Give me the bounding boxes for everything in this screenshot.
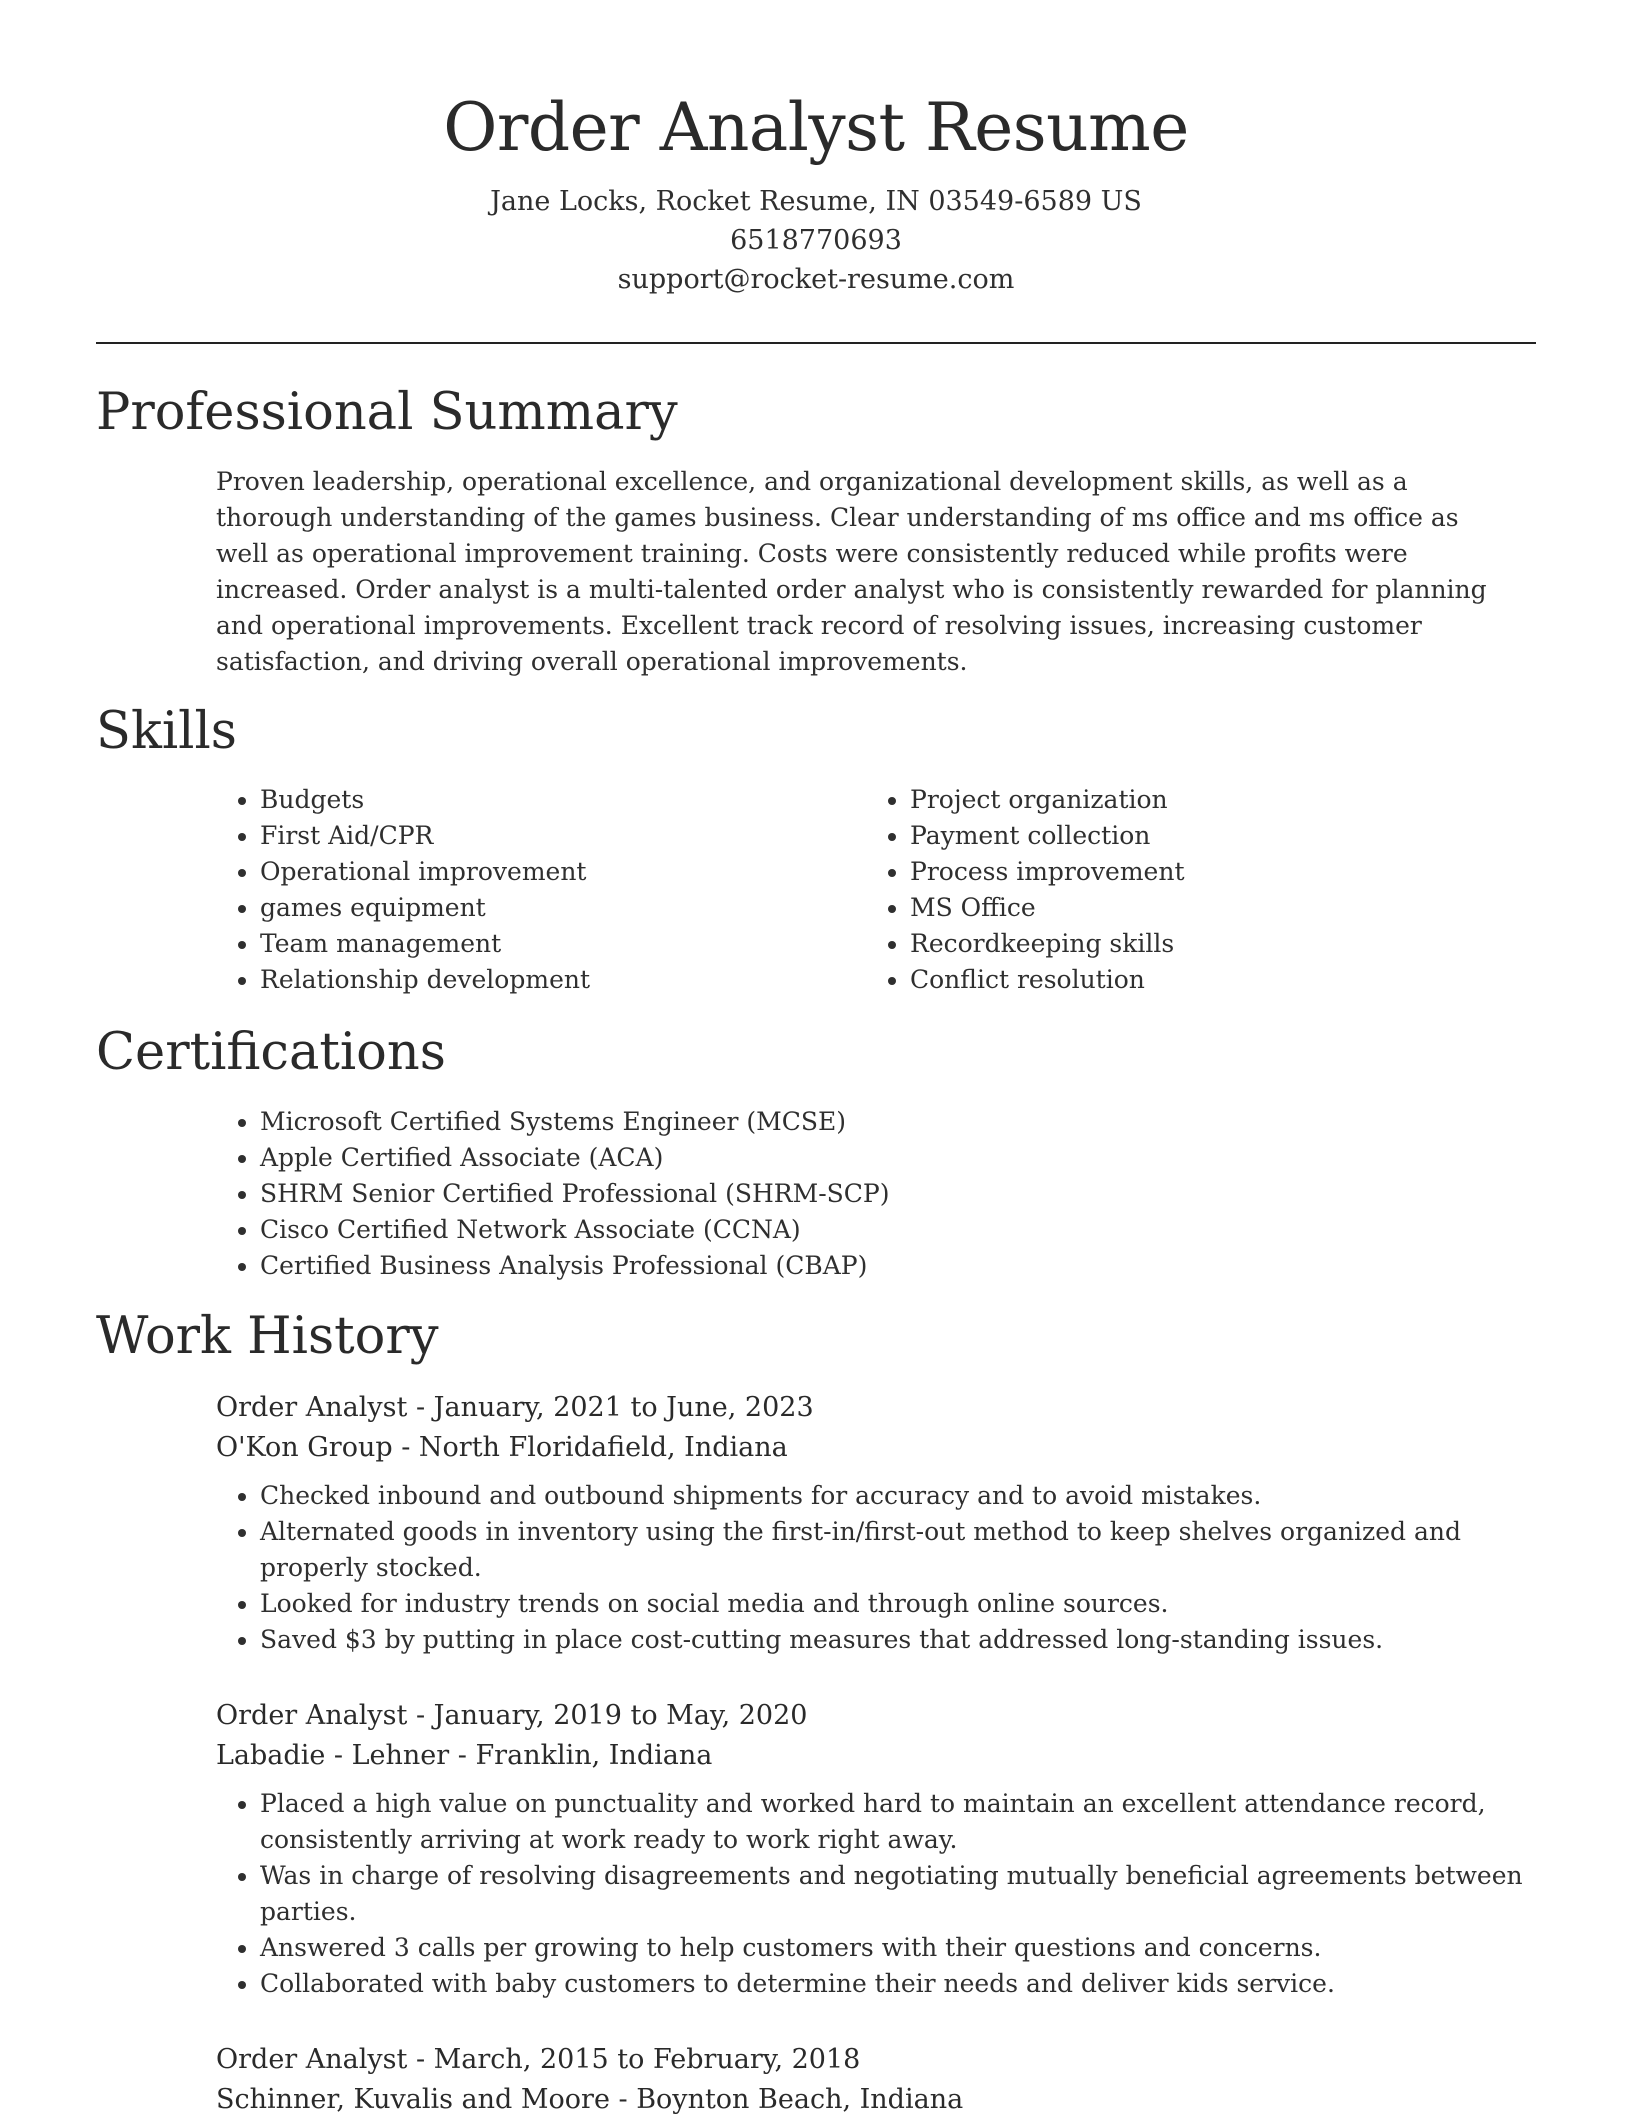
certification-item: • Cisco Certified Network Associate (CCNA) — [260, 1212, 1516, 1248]
certification-item: • Apple Certified Associate (ACA) — [260, 1140, 1516, 1176]
summary-heading: Professional Summary — [96, 383, 678, 442]
job-entry-2 — [216, 1696, 1536, 2002]
certification-item: • Certified Business Analysis Professional (CBAP) — [260, 1248, 1516, 1284]
skills-heading: Skills — [96, 702, 237, 761]
job-title: Order Analyst - January, 2021 to June, 2023 — [216, 1392, 814, 1423]
resume-header — [0, 84, 1632, 299]
job-bullet: • Checked inbound and outbound shipments for accuracy and to avoid mistakes. — [260, 1478, 1536, 1514]
job-bullets — [216, 1786, 1536, 2002]
skill-item: • Project organization — [910, 782, 1486, 818]
job-bullets — [216, 1478, 1536, 1658]
skill-item: • Operational improvement — [260, 854, 836, 890]
skills-column-1 — [216, 782, 836, 998]
work-history-heading: Work History — [96, 1307, 439, 1366]
resume-title: Order Analyst Resume — [443, 89, 1189, 166]
job-title: Order Analyst - January, 2019 to May, 2020 — [216, 1700, 808, 1731]
certification-item: • Microsoft Certified Systems Engineer (MCSE) — [260, 1104, 1516, 1140]
skill-item: • Budgets — [260, 782, 836, 818]
job-title: Order Analyst - March, 2015 to February, 2018 — [216, 2044, 861, 2075]
certifications-list — [216, 1104, 1516, 1284]
skills-list-2 — [866, 782, 1486, 998]
job-bullet: • Was in charge of resolving disagreements and negotiating mutually beneficial agreements between parties. — [260, 1858, 1536, 1930]
skill-item: • games equipment — [260, 890, 836, 926]
job-bullet: • Saved $3 by putting in place cost-cutting measures that addressed long-standing issues. — [260, 1622, 1536, 1658]
job-entry-3 — [216, 2040, 1536, 2120]
job-company: Schinner, Kuvalis and Moore - Boynton Beach, Indiana — [216, 2084, 964, 2115]
skill-item: • Process improvement — [910, 854, 1486, 890]
certifications-heading: Certifications — [96, 1023, 446, 1082]
certifications-block — [216, 1104, 1516, 1284]
contact-email: support@rocket-resume.com — [617, 264, 1015, 295]
job-company: O'Kon Group - North Floridafield, Indiana — [216, 1432, 788, 1463]
job-bullet: • Looked for industry trends on social media and through online sources. — [260, 1586, 1536, 1622]
skill-item: • Conflict resolution — [910, 962, 1486, 998]
job-bullet: • Collaborated with baby customers to determine their needs and deliver kids service. — [260, 1966, 1536, 2002]
header-divider — [96, 342, 1536, 344]
job-bullet: • Alternated goods in inventory using the first-in/first-out method to keep shelves organized and properly stocked. — [260, 1514, 1536, 1586]
skill-item: • Payment collection — [910, 818, 1486, 854]
skill-item: • Recordkeeping skills — [910, 926, 1486, 962]
skill-item: • Team management — [260, 926, 836, 962]
job-entry-1 — [216, 1388, 1536, 1658]
summary-text: Proven leadership, operational excellence, and organizational development skills, as well as a thorough understanding of the games business. Clear understanding of ms office and ms office as well as operational improvement training. Costs were consistently reduced while profits were increased. Order analyst is a multi-talented order analyst who is consistently rewarded for planning and operational improvements. Excellent track record of resolving issues, increasing customer satisfaction, and driving overall operational improvements. — [216, 467, 1487, 676]
contact-address: Jane Locks, Rocket Resume, IN 03549-6589 US — [490, 186, 1142, 217]
job-bullet: • Placed a high value on punctuality and worked hard to maintain an excellent attendance record, consistently arriving at work ready to work right away. — [260, 1786, 1536, 1858]
certification-item: • SHRM Senior Certified Professional (SHRM-SCP) — [260, 1176, 1516, 1212]
skills-column-2 — [866, 782, 1486, 998]
skill-item: • Relationship development — [260, 962, 836, 998]
job-company: Labadie - Lehner - Franklin, Indiana — [216, 1740, 713, 1771]
skill-item: • First Aid/CPR — [260, 818, 836, 854]
contact-phone: 6518770693 — [730, 225, 902, 256]
skills-list-1 — [216, 782, 836, 998]
job-bullet: • Answered 3 calls per growing to help customers with their questions and concerns. — [260, 1930, 1536, 1966]
skill-item: • MS Office — [910, 890, 1486, 926]
